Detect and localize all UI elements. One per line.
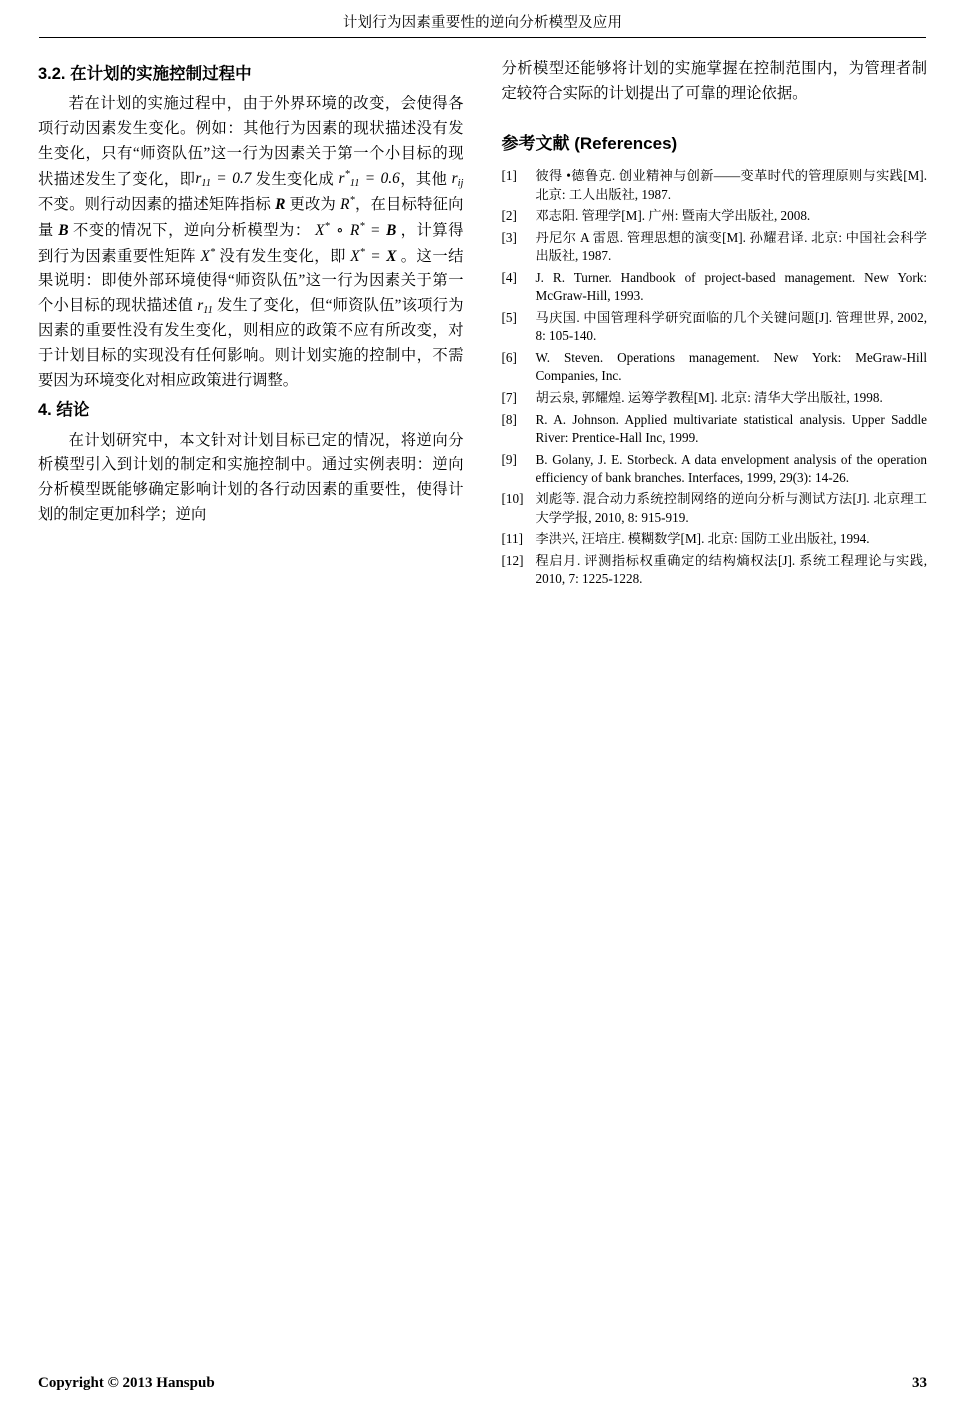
reference-number: [4] [501, 270, 517, 286]
running-head-rule [39, 37, 926, 38]
math-X-star: X* [200, 246, 216, 265]
references-heading: 参考文献 (References) [501, 133, 678, 153]
para-text-e: 更改为 [289, 196, 337, 214]
math-rij: $r_{ij}$ [451, 170, 464, 190]
para-text-f: ，在目标特征向量 [38, 196, 464, 240]
reference-item [502, 411, 928, 447]
reference-number: [5] [501, 310, 517, 325]
section-heading-3-2: 3.2. 在计划的实施控制过程中 [38, 65, 252, 83]
reference-item [502, 167, 928, 203]
para-text-c: ，其他 [399, 170, 448, 188]
reference-number: [11] [501, 531, 523, 547]
reference-number: [6] [501, 349, 517, 365]
right-column [502, 57, 928, 592]
math-R: R [275, 196, 286, 214]
paragraph-conclusion-continued: 分析模型还能够将计划的实施掌握在控制范围内，为管理者制定较符合实际的计划提出了可靠的理论依据。 [501, 60, 927, 102]
reference-item [502, 207, 928, 225]
paragraph-implementation-control [38, 92, 464, 393]
body-columns [38, 57, 927, 592]
para-text-j: 。这一结果说明：即使外部环境使得“师资队伍”这一行为因素关于第一个小目标的现状描述值 [38, 247, 464, 315]
para-text-g: 不变的情况下，逆向分析模型为： [72, 222, 311, 240]
reference-text: 马庆国. 中国管理科学研究面临的几个关键问题[J]. 管理世界, 2002, 8: 105-140. [535, 310, 927, 344]
math-B: B [58, 222, 69, 240]
math-model-equation: X* ∘ R* = B [315, 221, 397, 240]
left-column [38, 57, 464, 592]
reference-number: [9] [501, 451, 517, 467]
para-text-h: ，计算得到行为因素重要性矩阵 [38, 222, 464, 265]
math-r11-star-eq-06: $r^*_{11} = 0.6$ [338, 169, 400, 190]
running-head: 计划行为因素重要性的逆向分析模型及应用 [342, 15, 623, 31]
reference-list [502, 167, 928, 588]
reference-number: [7] [501, 389, 517, 405]
reference-number: [8] [501, 411, 517, 427]
reference-text: 刘彪等. 混合动力系统控制网络的逆向分析与测试方法[J]. 北京理工大学学报, 2010, 8: 915-919. [535, 491, 927, 525]
page-number: 33 [912, 1375, 927, 1391]
para-text-i: 没有发生变化，即 [219, 247, 346, 265]
page-footer [38, 1375, 927, 1392]
reference-text: 丹尼尔 A 雷恩. 管理思想的演变[M]. 孙耀君译. 北京: 中国社会科学出版社, 1987. [535, 230, 927, 264]
reference-text: 程启月. 评测指标权重确定的结构熵权法[J]. 系统工程理论与实践, 2010, 7: 1225-1228. [535, 553, 927, 587]
reference-number: [1] [501, 168, 517, 184]
reference-item [502, 269, 928, 305]
reference-text: R. A. Johnson. Applied multivariate statistical analysis. Upper Saddle River: Prentice-Hall Inc, 1999. [535, 411, 927, 445]
reference-number: [12] [501, 553, 524, 569]
reference-item [502, 229, 928, 265]
paragraph-conclusion: 在计划研究中，本文针对计划目标已定的情况，将逆向分析模型引入到计划的制定和实施控制中。通过实例表明：逆向分析模型既能够确定影响计划的各行动因素的重要性，使得计划的制定更加科学；逆向 [38, 431, 464, 523]
reference-text: 彼得 •德鲁克. 创业精神与创新——变革时代的管理原则与实践[M]. 北京: 工人出版社, 1987. [535, 168, 927, 202]
math-X-star-eq-X: X* = X [350, 246, 397, 265]
para-text-k: 发生了变化，但“师资队伍”该项行为因素的重要性没有发生变化，则相应的政策不应有所改变，对于计划目标的实现没有任何影响。则计划实施的控制中，不需要因为环境变化对相应政策进行调整。 [38, 297, 464, 389]
para-text-b: 发生变化成 [255, 170, 335, 188]
reference-text: 李洪兴, 汪培庄. 模糊数学[M]. 北京: 国防工业出版社, 1994. [535, 531, 870, 547]
reference-text: 胡云泉, 郭耀煌. 运筹学教程[M]. 北京: 清华大学出版社, 1998. [535, 389, 883, 405]
reference-item [502, 451, 928, 487]
reference-item [502, 309, 928, 345]
math-r11: $r_{11}$ [197, 297, 213, 317]
math-r11-eq-07: $r_{11} = 0.7$ [195, 170, 252, 190]
reference-item [502, 349, 928, 385]
reference-text: 邓志阳. 管理学[M]. 广州: 暨南大学出版社, 2008. [535, 208, 811, 224]
math-R-star: R* [340, 195, 355, 214]
reference-item [502, 490, 928, 526]
reference-text: J. R. Turner. Handbook of project-based management. New York: McGraw-Hill, 1993. [535, 270, 927, 304]
reference-text: B. Golany, J. E. Storbeck. A data envelopment analysis of the operation efficiency of bank branches. Interfaces, 1999, 29(3): 14-26. [535, 451, 927, 485]
reference-item [502, 389, 928, 407]
reference-number: [3] [501, 230, 517, 246]
reference-number: [10] [501, 491, 524, 507]
reference-number: [2] [501, 208, 517, 224]
section-heading-4: 4. 结论 [38, 401, 90, 420]
reference-text: W. Steven. Operations management. New York: MeGraw-Hill Companies, Inc. [535, 349, 927, 384]
reference-item [502, 530, 928, 548]
para-text-a: 若在计划的实施过程中，由于外界环境的改变，会使得各项行动因素发生变化。例如：其他行为因素的现状描述没有发生变化，只有“师资队伍”这一行为因素关于第一个小目标的现状描述发生了变化，即 [38, 95, 464, 188]
para-text-d: 不变。则行动因素的描述矩阵指标 [38, 196, 271, 214]
copyright-notice: Copyright © 2013 Hanspub [38, 1375, 215, 1391]
reference-item [502, 552, 928, 588]
